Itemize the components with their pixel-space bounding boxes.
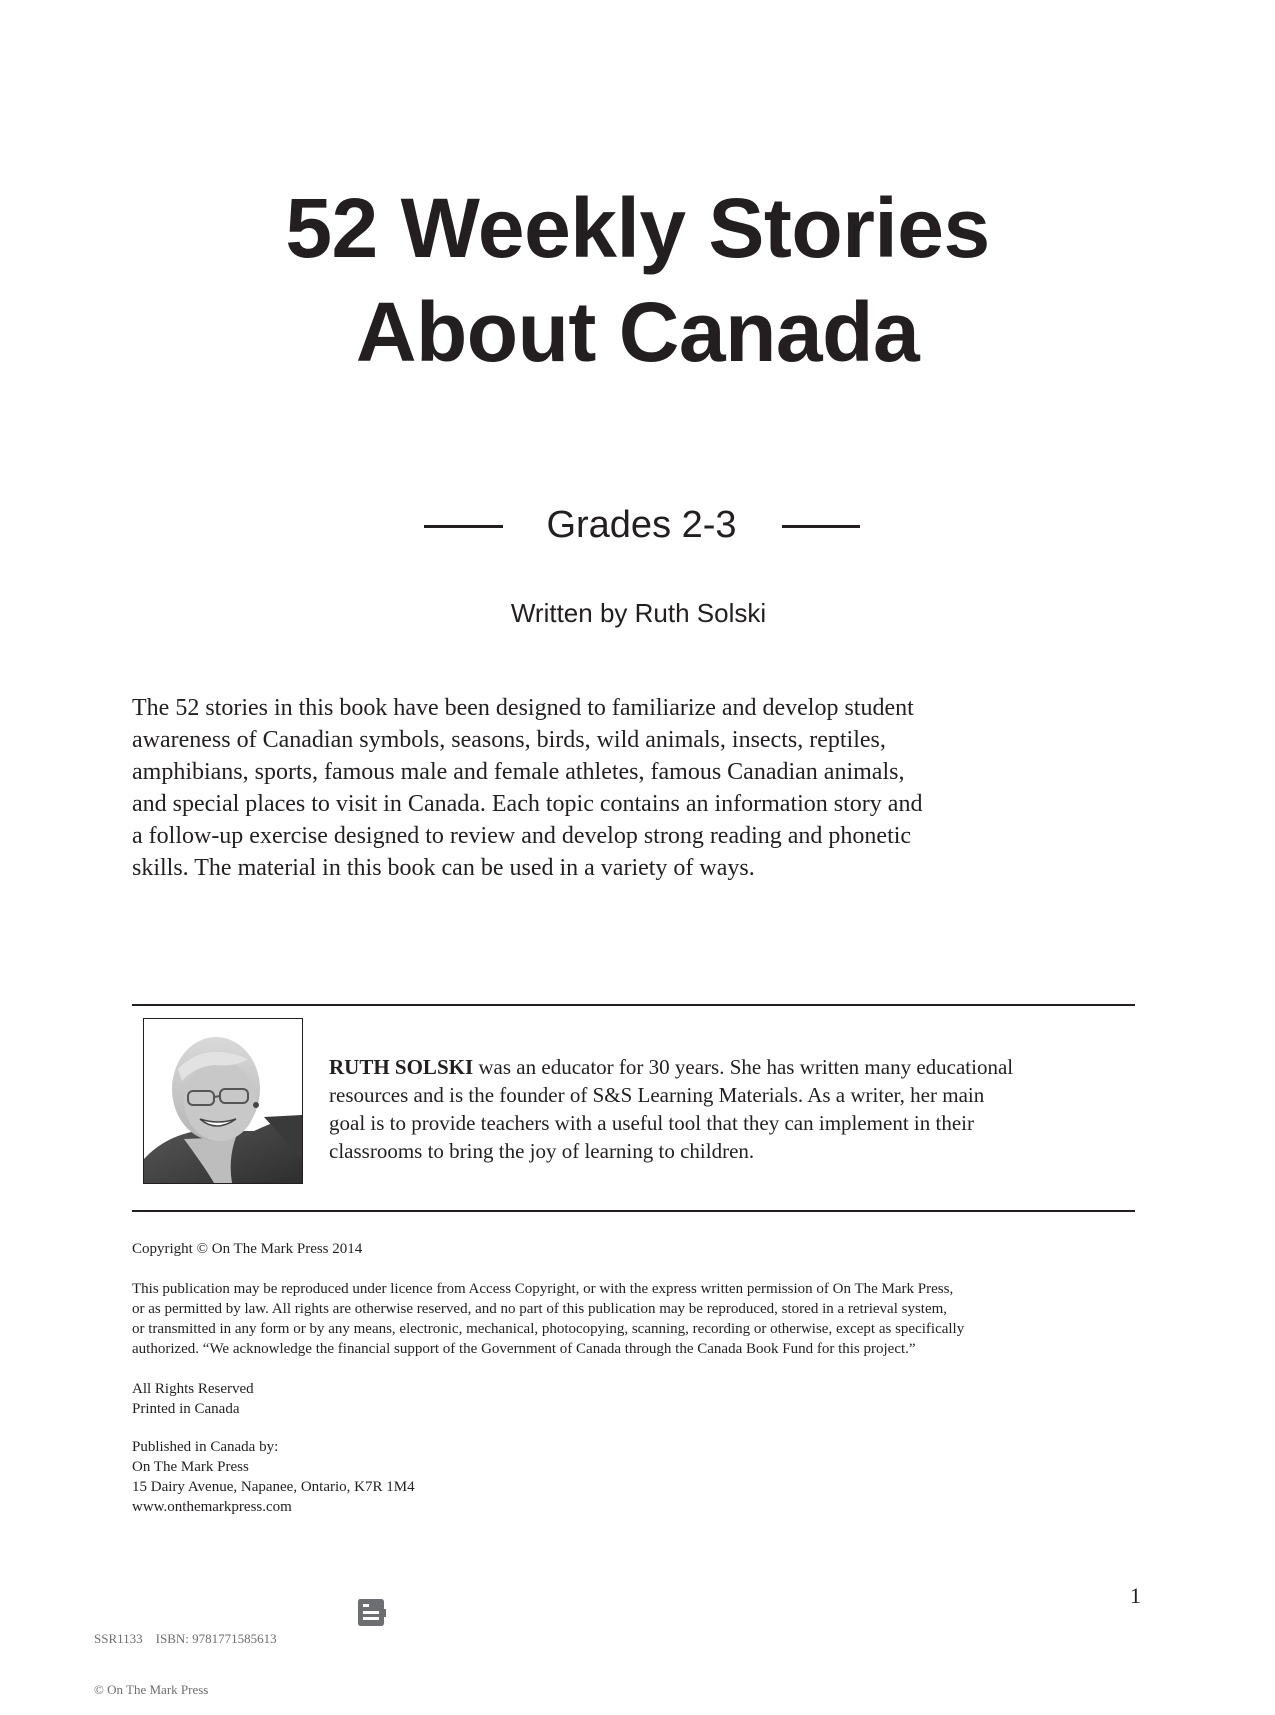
bio-line: goal is to provide teachers with a useful tool that they can implement in their <box>329 1111 974 1135</box>
intro-line: awareness of Canadian symbols, seasons, birds, wild animals, insects, reptiles, <box>132 727 886 753</box>
license-line: authorized. “We acknowledge the financial support of the Government of Canada through the Canada Book Fund for this project.” <box>132 1341 916 1357</box>
intro-line: amphibians, sports, famous male and female athletes, famous Canadian animals, <box>132 759 905 785</box>
rights-line: All Rights Reserved <box>132 1381 254 1397</box>
book-title-line-2: About Canada <box>355 285 920 379</box>
author-bio <box>329 1053 1139 1165</box>
bio-line <box>329 1053 1139 1081</box>
author-credit: Written by Ruth Solski <box>510 598 767 628</box>
footer-isbn: SSR1133 ISBN: 9781771585613 <box>94 1631 277 1646</box>
copyright-notice: Copyright © On The Mark Press 2014 <box>132 1241 363 1257</box>
publisher-website-link[interactable]: www.onthemarkpress.com <box>132 1499 292 1515</box>
printed-line: Printed in Canada <box>132 1401 240 1417</box>
intro-line: and special places to visit in Canada. Each topic contains an information story and <box>132 791 923 817</box>
bio-line-1-text: was an educator for 30 years. She has written many educational <box>473 1055 1014 1079</box>
bio-author-name: RUTH SOLSKI <box>329 1055 474 1079</box>
publisher-label: Published in Canada by: <box>132 1439 279 1455</box>
grades-right-dash <box>782 525 860 528</box>
intro-line: skills. The material in this book can be used in a variety of ways. <box>132 855 755 881</box>
publisher-name: On The Mark Press <box>132 1459 249 1475</box>
intro-line: The 52 stories in this book have been designed to familiarize and develop student <box>132 695 914 721</box>
author-photo <box>143 1018 303 1184</box>
bio-line: classrooms to bring the joy of learning to children. <box>329 1139 755 1163</box>
bio-line: resources and is the founder of S&S Learning Materials. As a writer, her main <box>329 1083 985 1107</box>
rights-statement <box>132 1379 254 1419</box>
bio-bottom-divider <box>132 1210 1135 1212</box>
license-line: or as permitted by law. All rights are otherwise reserved, and no part of this publication may be reproduced, stored in a retrieval system, <box>132 1301 948 1317</box>
intro-paragraph <box>132 692 1142 884</box>
author-portrait-illustration <box>144 1019 302 1183</box>
license-line: or transmitted in any form or by any means, electronic, mechanical, photocopying, scanning, recording or otherwise, except as specifically <box>132 1321 965 1337</box>
license-line: This publication may be reproduced under licence from Access Copyright, or with the express written permission of On The Mark Press, <box>132 1281 954 1297</box>
book-title-line-1: 52 Weekly Stories <box>285 181 990 275</box>
license-statement <box>132 1279 964 1359</box>
bio-top-divider <box>132 1004 1135 1006</box>
grades-label: Grades 2-3 <box>546 504 737 546</box>
page-number: 1 <box>1130 1583 1141 1608</box>
notepad-icon <box>357 1597 387 1627</box>
publisher-info <box>132 1437 415 1517</box>
publisher-address: 15 Dairy Avenue, Napanee, Ontario, K7R 1M4 <box>132 1479 415 1495</box>
footer-press: © On The Mark Press <box>94 1682 209 1697</box>
footer-product-info <box>94 1596 277 1715</box>
intro-line: a follow-up exercise designed to review and develop strong reading and phonetic <box>132 823 912 849</box>
